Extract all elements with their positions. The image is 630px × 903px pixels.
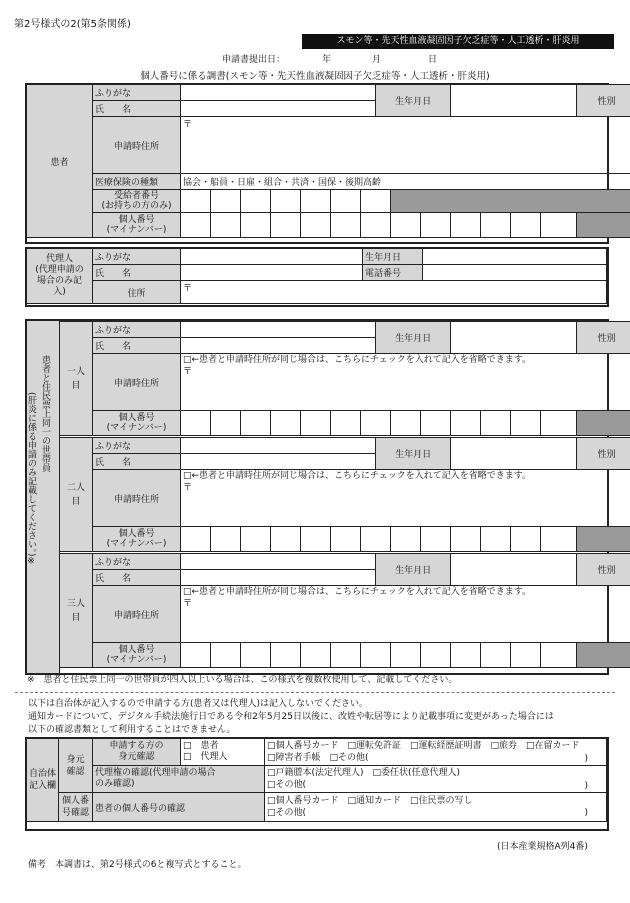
household-member-1 [59, 321, 630, 436]
postal-mark: 〒 [183, 120, 193, 130]
applicant-identity-label: 申請する方の 身元確認 [93, 739, 181, 766]
patient-furigana-label: ふりがな [93, 85, 181, 101]
recipient-digit[interactable] [211, 190, 241, 213]
mynumber-digit[interactable] [241, 527, 271, 552]
mynumber-digit[interactable] [541, 527, 577, 552]
member-ordinal: 二人 目 [60, 438, 93, 552]
household-footnote: ※ 患者と住民票上同一の世帯員が四人以上いる場合は、この様式を複数枚使用して、記載してください。 [27, 675, 458, 685]
recipient-digit[interactable] [331, 190, 361, 213]
household-member-3 [59, 553, 630, 668]
mynumber-digit[interactable] [361, 643, 391, 668]
form-number: 第2号様式の2(第5条関係) [14, 19, 131, 30]
mynumber-digit[interactable] [451, 411, 481, 436]
municipal-table [26, 738, 607, 822]
mynumber-unused [577, 213, 630, 238]
date-day: 日 [428, 55, 438, 65]
mynumber-unused [577, 411, 630, 436]
member-name-label: 氏 名 [93, 338, 181, 354]
agent-table [26, 248, 607, 304]
mynumber-digit[interactable] [181, 643, 211, 668]
mynumber-check-label: 個人番 号確認 [59, 793, 93, 822]
mynumber-digit[interactable] [301, 643, 331, 668]
municipal-label: 自治体 記入欄 [27, 739, 59, 822]
patient-address-label: 申請時住所 [93, 117, 181, 174]
agent-address-field[interactable] [181, 281, 607, 304]
agent-address-label: 住所 [93, 281, 181, 304]
mynumber-digit[interactable] [241, 213, 271, 238]
patient-recipient-label: 受給者番号 (お持ちの方のみ) [93, 190, 181, 213]
mynumber-digit[interactable] [481, 213, 511, 238]
mynumber-digit[interactable] [421, 213, 451, 238]
mynumber-digit[interactable] [541, 643, 577, 668]
postal-mark: 〒 [183, 284, 193, 294]
postal-mark: 〒 [183, 483, 193, 493]
mynumber-digit[interactable] [331, 527, 361, 552]
mynumber-digit[interactable] [511, 527, 541, 552]
member-sex-label: 性別 [577, 554, 630, 586]
mynumber-digit[interactable] [481, 411, 511, 436]
patient-birth-field[interactable] [451, 85, 577, 117]
mynumber-digit[interactable] [361, 213, 391, 238]
household-side-note: (肝炎に係る申請のみ記載してください。)※ [26, 392, 36, 567]
recipient-digit[interactable] [301, 190, 331, 213]
patient-insurance-options[interactable]: 協会・船員・日雇・組合・共済・国保・後期高齢 [181, 174, 630, 190]
mynumber-digit[interactable] [391, 527, 421, 552]
mynumber-digit[interactable] [271, 527, 301, 552]
recipient-digit[interactable] [361, 190, 391, 213]
postal-mark: 〒 [183, 367, 193, 377]
agent-birth-field[interactable] [423, 249, 607, 265]
member-furigana-field[interactable] [181, 322, 376, 338]
member-name-field[interactable] [181, 570, 376, 586]
mynumber-digit[interactable] [271, 643, 301, 668]
form-banner: スモン等・先天性血液凝固因子欠乏症等・人工透析・肝炎用 [302, 34, 614, 49]
member-address-label: 申請時住所 [93, 470, 181, 527]
agent-furigana-field[interactable] [181, 249, 363, 265]
mynumber-digit[interactable] [301, 213, 331, 238]
member-sex-label: 性別 [577, 322, 630, 354]
member-birth-label: 生年月日 [376, 322, 451, 354]
mynumber-digit[interactable] [241, 411, 271, 436]
member-address-field[interactable] [181, 586, 630, 643]
patient-mynumber-check-label: 患者の個人番号の確認 [93, 793, 265, 822]
mynumber-digit[interactable] [421, 527, 451, 552]
patient-label: 患者 [27, 85, 93, 238]
member-mynumber-label: 個人番号 (マイナンバー) [93, 527, 181, 552]
household-member-2 [59, 437, 630, 552]
mynumber-digit[interactable] [391, 411, 421, 436]
postal-mark: 〒 [183, 599, 193, 609]
mynumber-digit[interactable] [211, 213, 241, 238]
patient-mynumber-label: 個人番号 (マイナンバー) [93, 213, 181, 238]
agent-birth-label: 生年月日 [363, 249, 423, 265]
mynumber-digit[interactable] [541, 411, 577, 436]
remark: 備考 本調書は、第2号様式の6と複写式とすること。 [28, 860, 247, 870]
form-title: 個人番号に係る調書(スモン等・先天性血液凝固因子欠乏症等・人工透析・肝炎用) [140, 71, 490, 82]
mynumber-digit[interactable] [331, 643, 361, 668]
patient-checkbox[interactable]: □ 患者 [183, 741, 219, 751]
member-birth-field[interactable] [451, 322, 577, 354]
identity-check-label: 身元 確認 [59, 739, 93, 793]
same-address-checkbox[interactable]: □←患者と申請時住所が同じ場合は、こちらにチェックを入れて記入を省略できます。 [183, 587, 532, 597]
date-year: 年 [322, 55, 332, 65]
mynumber-digit[interactable] [421, 411, 451, 436]
mynumber-digit[interactable] [301, 411, 331, 436]
agent-furigana-label: ふりがな [93, 249, 181, 265]
mynumber-digit[interactable] [361, 527, 391, 552]
mynumber-digit[interactable] [181, 213, 211, 238]
mynumber-digit[interactable] [271, 213, 301, 238]
authority-check-label: 代理権の確認(代理申請の場合 のみ確認) [93, 766, 265, 793]
mynumber-unused [577, 527, 630, 552]
member-address-field[interactable] [181, 354, 630, 411]
mynumber-digit[interactable] [391, 643, 421, 668]
mynumber-digit[interactable] [511, 643, 541, 668]
mynumber-digit[interactable] [211, 411, 241, 436]
member-birth-label: 生年月日 [376, 554, 451, 586]
mynumber-digit[interactable] [511, 411, 541, 436]
paper-size-note: (日本産業規格A列4番) [497, 842, 588, 852]
member-ordinal: 三人 目 [60, 554, 93, 668]
agent-name-label: 氏 名 [93, 265, 181, 281]
mynumber-digit[interactable] [331, 411, 361, 436]
instruction-line-3: 以下の確認書類として利用することはできません。 [28, 725, 236, 735]
member-furigana-label: ふりがな [93, 554, 181, 570]
member-address-field[interactable] [181, 470, 630, 527]
mynumber-digit[interactable] [241, 643, 271, 668]
member-address-label: 申請時住所 [93, 586, 181, 643]
agent-checkbox[interactable]: □ 代理人 [183, 752, 228, 762]
member-name-label: 氏 名 [93, 454, 181, 470]
instruction-line-1: 以下は自治体が記入するので申請する方(患者又は代理人)は記入しないでください。 [28, 699, 369, 709]
member-furigana-label: ふりがな [93, 322, 181, 338]
mynumber-digit[interactable] [541, 213, 577, 238]
mynumber-digit[interactable] [331, 213, 361, 238]
submission-date-label: 申請書提出日： [222, 55, 286, 65]
member-furigana-field[interactable] [181, 554, 376, 570]
mynumber-digit[interactable] [451, 643, 481, 668]
member-sex-label: 性別 [577, 438, 630, 470]
same-address-checkbox[interactable]: □←患者と申請時住所が同じ場合は、こちらにチェックを入れて記入を省略できます。 [183, 355, 532, 365]
agent-phone-label: 電話番号 [363, 265, 423, 281]
patient-furigana-field[interactable] [181, 85, 376, 101]
mynumber-digit[interactable] [481, 643, 511, 668]
mynumber-unused [577, 643, 630, 668]
recipient-unused [391, 190, 630, 213]
member-name-field[interactable] [181, 338, 376, 354]
mynumber-digit[interactable] [211, 643, 241, 668]
recipient-digit[interactable] [181, 190, 211, 213]
agent-name-field[interactable] [181, 265, 363, 281]
member-mynumber-label: 個人番号 (マイナンバー) [93, 411, 181, 436]
mynumber-digit[interactable] [181, 411, 211, 436]
patient-birth-label: 生年月日 [376, 85, 451, 117]
patient-name-label: 氏 名 [93, 101, 181, 117]
identity-documents[interactable]: □個人番号カード □運転免許証 □運転経歴証明書 □旅券 □在留カード □障害者手帳 □その他( ) [265, 739, 607, 766]
instruction-line-2: 通知カードについて、デジタル手続法施行日である令和2年5月25日以後に、改姓や転居等により記載事項に変更があった場合には [28, 712, 554, 722]
mynumber-digit[interactable] [391, 213, 421, 238]
agent-label: 代理人 (代理申請の 場合のみ記 入) [27, 249, 93, 304]
mynumber-digit[interactable] [451, 527, 481, 552]
member-birth-field[interactable] [451, 438, 577, 470]
date-month: 月 [372, 55, 382, 65]
patient-address-field[interactable] [181, 117, 630, 174]
mynumber-digit[interactable] [361, 411, 391, 436]
authority-documents[interactable]: □戸籍謄本(法定代理人) □委任状(任意代理人) □その他( ) [265, 766, 607, 793]
mynumber-digit[interactable] [181, 527, 211, 552]
mynumber-digit[interactable] [451, 213, 481, 238]
member-birth-field[interactable] [451, 554, 577, 586]
dashed-divider [15, 692, 615, 693]
mynumber-documents[interactable]: □個人番号カード □通知カード □住民票の写し □その他( ) [265, 793, 607, 822]
mynumber-digit[interactable] [511, 213, 541, 238]
household-side-label: 患者と住民票上同一の世帯員 [40, 355, 50, 472]
member-name-label: 氏 名 [93, 570, 181, 586]
same-address-checkbox[interactable]: □←患者と申請時住所が同じ場合は、こちらにチェックを入れて記入を省略できます。 [183, 471, 532, 481]
member-ordinal: 一人 目 [60, 322, 93, 436]
mynumber-digit[interactable] [211, 527, 241, 552]
recipient-digit[interactable] [271, 190, 301, 213]
member-address-label: 申請時住所 [93, 354, 181, 411]
patient-table [26, 84, 630, 238]
member-furigana-label: ふりがな [93, 438, 181, 454]
patient-name-field[interactable] [181, 101, 376, 117]
applicant-type-options[interactable] [181, 739, 265, 766]
mynumber-digit[interactable] [421, 643, 451, 668]
patient-insurance-label: 医療保険の種類 [93, 174, 181, 190]
recipient-digit[interactable] [241, 190, 271, 213]
agent-phone-field[interactable] [423, 265, 607, 281]
mynumber-digit[interactable] [301, 527, 331, 552]
mynumber-digit[interactable] [271, 411, 301, 436]
mynumber-digit[interactable] [481, 527, 511, 552]
member-birth-label: 生年月日 [376, 438, 451, 470]
member-mynumber-label: 個人番号 (マイナンバー) [93, 643, 181, 668]
patient-sex-label: 性別 [577, 85, 630, 117]
member-name-field[interactable] [181, 454, 376, 470]
member-furigana-field[interactable] [181, 438, 376, 454]
